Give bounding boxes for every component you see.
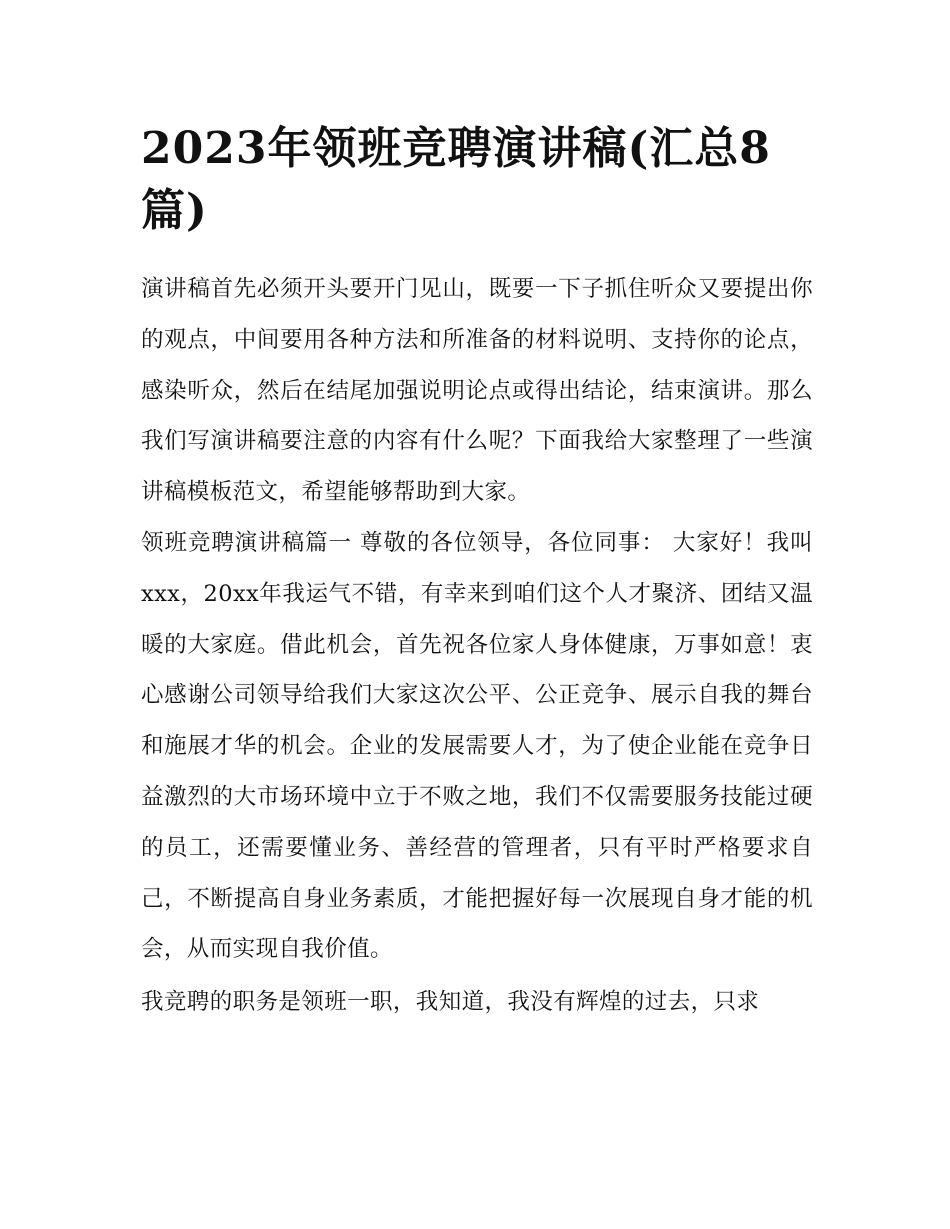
- paragraph-intro: 演讲稿首先必须开头要开门见山，既要一下子抓住听众又要提出你的观点，中间要用各种方法和所准备的材料说明、支持你的论点，感染听众，然后在结尾加强说明论点或得出结论，结束演讲。那么我们写演讲稿要注意的内容有什么呢？下面我给大家整理了一些演讲稿模板范文，希望能够帮助到大家。: [141, 276, 813, 506]
- document-content: [141, 118, 813, 1028]
- document-body: [141, 264, 813, 1028]
- paragraph-speech-opening: 领班竞聘演讲稿篇一 尊敬的各位领导，各位同事： 大家好！我叫xxx，20xx年我运气不错，有幸来到咱们这个人才聚济、团结又温暖的大家庭。借此机会，首先祝各位家人身体健康，万事如意！衷心感谢公司领导给我们大家这次公平、公正竞争、展示自我的舞台和施展才华的机会。企业的发展需要人才，为了使企业能在竞争日益激烈的大市场环境中立于不败之地，我们不仅需要服务技能过硬的员工，还需要懂业务、善经营的管理者，只有平时严格要求自己，不断提高自身业务素质，才能把握好每一次展现自身才能的机会，从而实现自我价值。: [141, 529, 813, 963]
- document-title: 2023年领班竞聘演讲稿(汇总8篇): [141, 123, 771, 236]
- paragraph-position: 我竞聘的职务是领班一职，我知道，我没有辉煌的过去，只求: [141, 989, 760, 1016]
